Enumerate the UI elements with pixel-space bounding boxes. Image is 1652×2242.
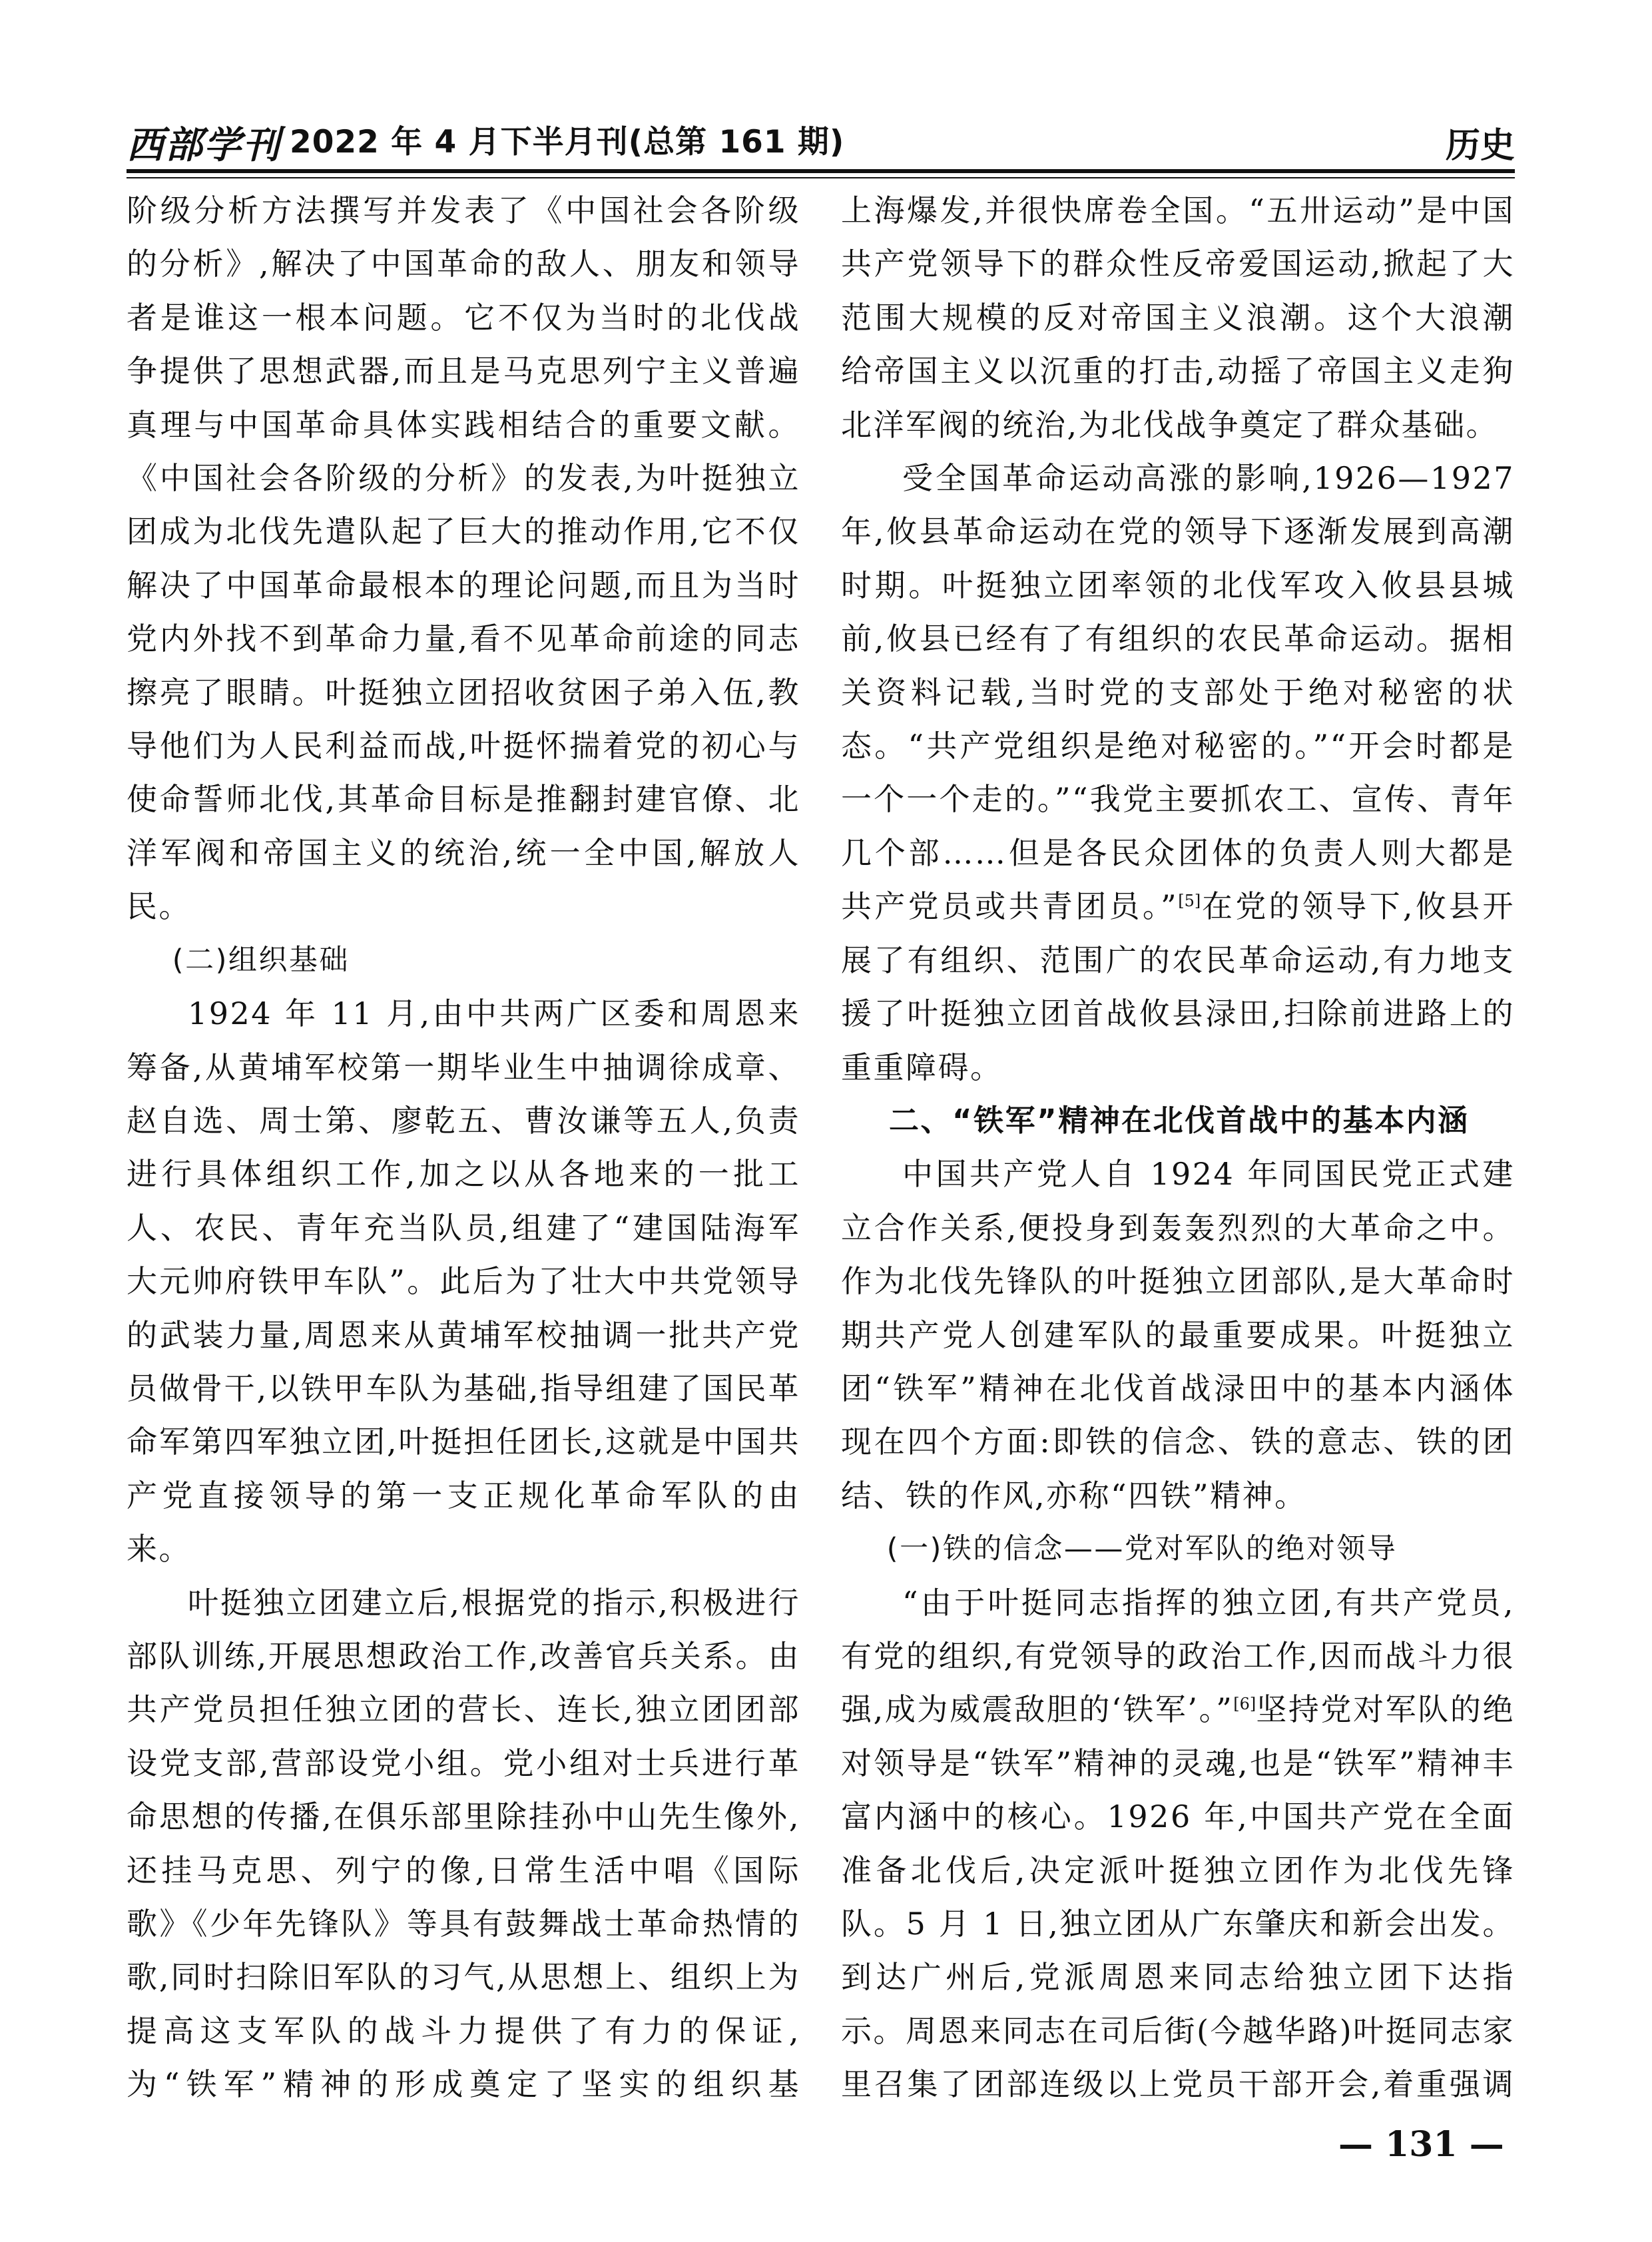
paragraph: 上海爆发,并很快席卷全国。“五卅运动”是中国共产党领导下的群众性反帝爱国运动,掀起了大范围大规模的反对帝国主义浪潮。这个大浪潮给帝国主义以沉重的打击,动摇了帝国主义走狗北洋军阀的统治,为北伐战争奠定了群众基础。 bbox=[841, 192, 1515, 443]
issue-info: 2022 年 4 月下半月刊(总第 161 期) bbox=[290, 124, 845, 160]
paragraph-text: 受全国革命运动高涨的影响,1926—1927 年,攸县革命运动在党的领导下逐渐发展到高潮时期。叶挺独立团率领的北伐军攻入攸县县城前,攸县已经有了有组织的农民革命运动。据相关资料记载,当时党的支部处于绝对秘密的状态。“共产党组织是绝对秘密的。”“开会时都是一个一个走的。”“我党主要抓农工、宣传、青年几个部……但是各民众团体的负责人则大都是共产党员或共青团员。” bbox=[841, 460, 1515, 925]
section-label: 历史 bbox=[1445, 126, 1515, 166]
citation-ref: [5] bbox=[1178, 892, 1201, 911]
paragraph: 阶级分析方法撰写并发表了《中国社会各阶级的分析》,解决了中国革命的敌人、朋友和领导者是谁这一根本问题。它不仅为当时的北伐战争提供了思想武器,而且是马克思列宁主义普遍真理与中国革命具体实践相结合的重要文献。《中国社会各阶级的分析》的发表,为叶挺独立团成为北伐先遣队起了巨大的推动作用,它不仅解决了中国革命最根本的理论问题,而且为当时党内外找不到革命力量,看不见革命前途的同志擦亮了眼睛。叶挺独立团招收贫困子弟入伍,教导他们为人民利益而战,叶挺怀揣着党的初心与使命誓师北伐,其革命目标是推翻封建官僚、北洋军阀和帝国主义的统治,统一全中国,解放人民。 bbox=[127, 192, 800, 925]
paragraph bbox=[127, 1576, 800, 2102]
running-header bbox=[127, 112, 1515, 166]
paragraph-text-cont: 坚持党对军队的绝对领导是“铁军”精神的灵魂,也是“铁军”精神丰富内涵中的核心。1926 年,中国共产党在全面准备北伐后,决定派叶挺独立团作为北伐先锋队。5 月 1 日,独立团从广东肇庆和新会出发。到达广州后,党派周恩来同志给独立团下达指示。周恩来同志在司后街(今越华路)叶挺同志家里召集了团部连级以上党员干部开会,着重强调 bbox=[841, 1691, 1515, 2102]
paragraph-text: 叶挺独立团建立后,根据党的指示,积极进行部队训练,开展思想政治工作,改善官兵关系。由共产党员担任独立团的营长、连长,独立团团部设党支部,营部设党小组。党小组对士兵进行革命思想的传播,在俱乐部里除挂孙中山先生像外,还挂马克思、列宁的像,日常生活中唱《国际歌》《少年先锋队》等具有鼓舞战士革命热情的歌,同时扫除旧军队的习气,从思想上、组织上为提高这支军队的战斗力提供了有力的保证,为“铁军”精神的形成奠定了坚实的组织基 bbox=[127, 1584, 800, 2102]
paragraph bbox=[841, 451, 1515, 1094]
right-column bbox=[841, 184, 1515, 2102]
paragraph-text: “由于叶挺同志指挥的独立团,有共产党员,有党的组织,有党领导的政治工作,因而战斗力很强,成为威震敌胆的‘铁军’。” bbox=[841, 1584, 1515, 1728]
header-rule-thin bbox=[127, 177, 1515, 178]
paragraph: 1924 年 11 月,由中共两广区委和周恩来筹备,从黄埔军校第一期毕业生中抽调徐成章、赵自选、周士第、廖乾五、曹汝谦等五人,负责进行具体组织工作,加之以从各地来的一批工人、农民、青年充当队员,组建了“建国陆海军大元帅府铁甲车队”。此后为了壮大中共党领导的武装力量,周恩来从黄埔军校抽调一批共产党员做骨干,以铁甲车队为基础,指导组建了国民革命军第四军独立团,叶挺担任团长,这就是中国共产党直接领导的第一支正规化革命军队的由来。 bbox=[127, 995, 800, 1567]
paragraph: 中国共产党人自 1924 年同国民党正式建立合作关系,便投身到轰轰烈烈的大革命之中。作为北伐先锋队的叶挺独立团部队,是大革命时期共产党人创建军队的最重要成果。叶挺独立团“铁军”精神在北伐首战渌田中的基本内涵体现在四个方面:即铁的信念、铁的意志、铁的团结、铁的作风,亦称“四铁”精神。 bbox=[841, 1156, 1515, 1514]
subsection-heading: (一)铁的信念——党对军队的绝对领导 bbox=[886, 1532, 1398, 1566]
citation-ref: [6] bbox=[1233, 1695, 1256, 1714]
page-number: — 131 — bbox=[1338, 2124, 1504, 2165]
subsection-heading: (二)组织基础 bbox=[172, 943, 350, 977]
paragraph bbox=[841, 1576, 1515, 2102]
section-heading: 二、“铁军”精神在北伐首战中的基本内涵 bbox=[889, 1102, 1470, 1138]
paragraph-text-cont: 在党的领导下,攸县开展了有组织、范围广的农民革命运动,有力地支援了叶挺独立团首战攸县渌田,扫除前进路上的重重障碍。 bbox=[841, 888, 1515, 1085]
journal-logo: 西部学刊 bbox=[127, 123, 281, 167]
left-column bbox=[127, 184, 800, 2102]
header-rule bbox=[127, 169, 1515, 173]
